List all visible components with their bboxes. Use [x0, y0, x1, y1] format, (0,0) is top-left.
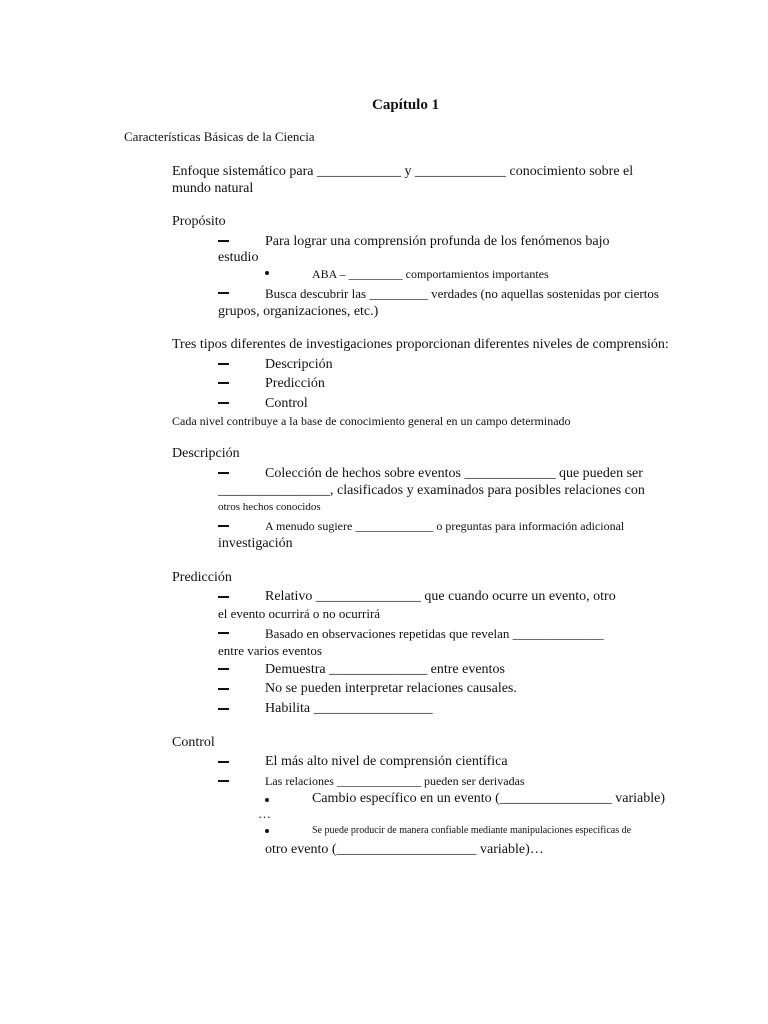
- dash-bullet: [218, 402, 229, 404]
- dash-bullet: [218, 761, 229, 763]
- dash-bullet: [218, 596, 229, 598]
- intro-line-1: Enfoque sistemático para ____________ y _____________ conocimiento sobre el: [172, 164, 634, 179]
- prediccion-item-1: Relativo _______________ que cuando ocurre un evento, otro: [265, 589, 616, 604]
- descripcion-item-2: A menudo sugiere _____________ o preguntas para información adicional: [265, 519, 625, 533]
- bullet-dot: [265, 271, 269, 275]
- control-bullet-1: Cambio específico en un evento (________________ variable): [312, 791, 666, 806]
- control-bullet-2: Se puede producir de manera confiable mediante manipulaciones específicas de: [312, 825, 632, 836]
- heading-control: Control: [172, 735, 215, 750]
- dash-bullet: [218, 292, 229, 294]
- prediccion-item-2: Basado en observaciones repetidas que revelan ______________: [265, 626, 604, 641]
- descripcion-item-1-cont: ________________, clasificados y examinados para posibles relaciones con: [218, 483, 645, 498]
- dash-bullet: [218, 668, 229, 670]
- tipos-note: Cada nivel contribuye a la base de conocimiento general en un campo determinado: [172, 414, 571, 428]
- dash-bullet: [218, 472, 229, 474]
- prediccion-item-2-cont: entre varios eventos: [218, 643, 322, 658]
- dash-bullet: [218, 525, 229, 527]
- control-bullet-2-cont: otro evento (____________________ variable)…: [265, 842, 544, 857]
- intro-line-2: mundo natural: [172, 181, 254, 196]
- subtitle: Características Básicas de la Ciencia: [124, 129, 315, 144]
- dash-bullet: [218, 632, 229, 634]
- control-bullet-1-cont: …: [258, 806, 271, 821]
- bullet-dot: [265, 829, 269, 833]
- control-item-1: El más alto nivel de comprensión científica: [265, 754, 508, 769]
- descripcion-item-1: Colección de hechos sobre eventos _____________ que pueden ser: [265, 466, 643, 481]
- dash-bullet: [218, 363, 229, 365]
- proposito-item-1-cont: estudio: [218, 250, 259, 265]
- bullet-dot: [265, 798, 269, 802]
- proposito-item-2-cont: grupos, organizaciones, etc.): [218, 304, 379, 319]
- proposito-item-2: Busca descubrir las _________ verdades (no aquellas sostenidas por ciertos: [265, 286, 659, 301]
- prediccion-item-3: Demuestra ______________ entre eventos: [265, 662, 505, 677]
- dash-bullet: [218, 240, 229, 242]
- prediccion-item-4: No se pueden interpretar relaciones causales.: [265, 681, 517, 696]
- heading-descripcion: Descripción: [172, 446, 240, 461]
- descripcion-item-2-cont: investigación: [218, 536, 293, 551]
- heading-prediccion: Predicción: [172, 570, 232, 585]
- tipos-intro: Tres tipos diferentes de investigaciones proporcionan diferentes niveles de comprensión:: [172, 337, 669, 352]
- dash-bullet: [218, 688, 229, 690]
- prediccion-item-5: Habilita _________________: [265, 701, 433, 716]
- heading-proposito: Propósito: [172, 214, 226, 229]
- prediccion-item-1-cont: el evento ocurrirá o no ocurrirá: [218, 606, 381, 621]
- dash-bullet: [218, 780, 229, 782]
- control-item-2: Las relaciones ______________ pueden ser derivadas: [265, 774, 525, 788]
- dash-bullet: [218, 708, 229, 710]
- proposito-item-1: Para lograr una comprensión profunda de los fenómenos bajo: [265, 234, 610, 249]
- descripcion-item-1-cont-2: otros hechos conocidos: [218, 501, 321, 513]
- tipos-item-control: Control: [265, 396, 308, 411]
- tipos-item-prediccion: Predicción: [265, 376, 325, 391]
- page-title: Capítulo 1: [372, 97, 440, 113]
- proposito-bullet-1: ABA – _________ comportamientos importantes: [312, 267, 549, 281]
- dash-bullet: [218, 382, 229, 384]
- tipos-item-descripcion: Descripción: [265, 357, 333, 372]
